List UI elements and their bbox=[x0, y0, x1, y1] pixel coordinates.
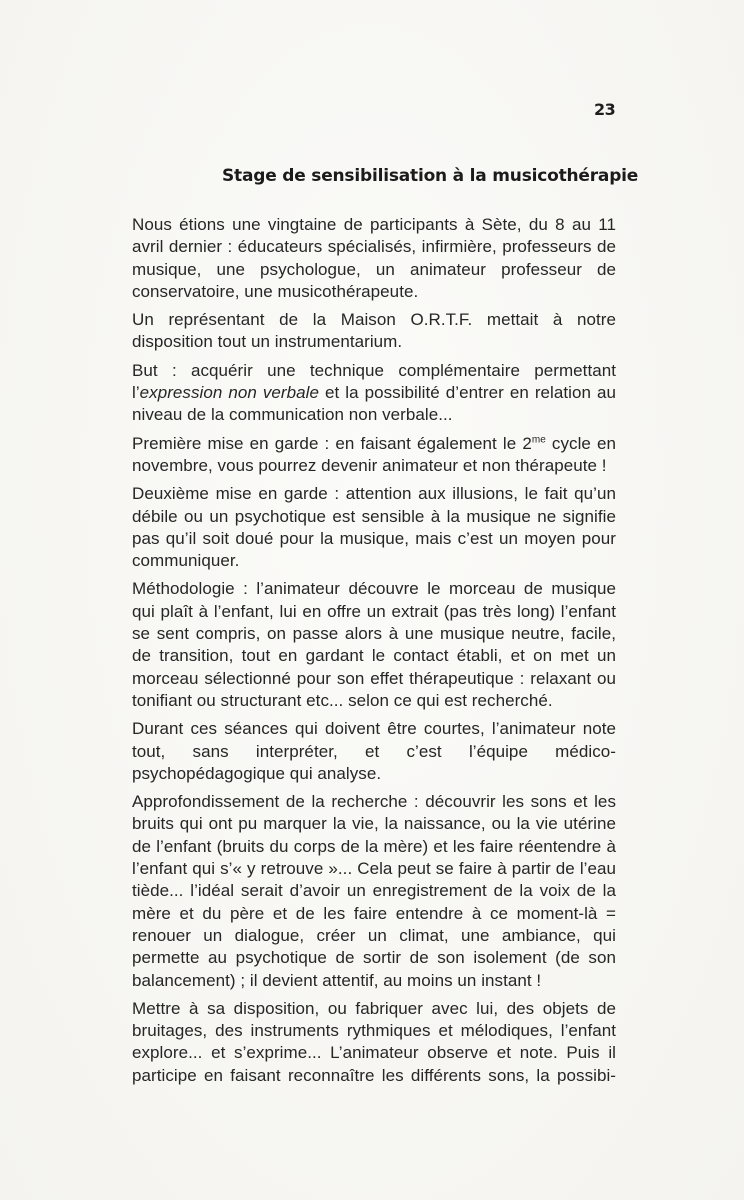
goal-text-start: But : acquérir une technique complémentaire permettant l’ bbox=[132, 360, 616, 403]
goal-text-end: et la possibilité d’entrer en relation au niveau de la communication non verbale... bbox=[132, 383, 616, 425]
goal-emphasis: expression non verbale bbox=[139, 383, 319, 403]
article-heading: Stage de sensibilisation à la musicothérapie bbox=[222, 166, 639, 186]
paragraph-methodology: Méthodologie : l’animateur découvre le morceau de musique qui plaît à l’enfant, lui en offre un extrait (pas très long) l’enfant se sent compris, on passe alors à une musique neutre, facile, de transition, tout en gardant le contact établi, et on met un morceau sélectionné pour son effet thérapeutique : relaxant ou tonifiant ou structurant etc... selon ce qui est recherché. bbox=[132, 579, 616, 710]
paragraph-first-warning bbox=[132, 433, 616, 478]
page-number: 23 bbox=[594, 100, 616, 119]
first-warning-text-end: cycle en novembre, vous pourrez devenir animateur et non thérapeute ! bbox=[132, 433, 616, 475]
paragraph-participants: Nous étions une vingtaine de participants à Sète, du 8 au 11 avril dernier : éducateurs spécialisés, infirmière, professeurs de musique, une psychologue, un animateur professeur de conservatoire, une musicothérapeute. bbox=[132, 215, 616, 301]
paragraph-goal bbox=[132, 360, 616, 427]
ordinal-superscript: me bbox=[531, 434, 546, 446]
paragraph-instruments: Mettre à sa disposition, ou fabriquer avec lui, des objets de bruitages, des instruments rythmiques et mélodiques, l’enfant explore... et s’exprime... L’animateur observe et note. Puis il participe en faisant reconnaître les différents sons, la possibi- bbox=[132, 998, 616, 1085]
paragraph-second-warning: Deuxième mise en garde : attention aux illusions, le fait qu’un débile ou un psychotique est sensible à la musique ne signifie pas qu’il soit doué pour la musique, mais c’est un moyen pour communiquer. bbox=[132, 484, 616, 571]
first-warning-text-start: Première mise en garde : en faisant également le 2 bbox=[132, 433, 532, 453]
article-body bbox=[132, 214, 616, 1093]
paragraph-research: Approfondissement de la recherche : découvrir les sons et les bruits qui ont pu marquer la vie, la naissance, ou la vie utérine de l’enfant (bruits du corps de la mère) et les faire réentendre à l’enfant qui s’« y retrouve »... Cela peut se faire à partir de l’eau tiède... l’idéal serait d’avoir un enregistrement de la voix de la mère et du père et de les faire entendre à ce moment-là = renouer un dialogue, créer un climat, une ambiance, qui permette au psychotique de sortir de son isolement (de son balancement) ; il devient attentif, au moins un instant ! bbox=[132, 792, 616, 990]
paragraph-instrumentarium: Un représentant de la Maison O.R.T.F. mettait à notre disposition tout un instrumentarium. bbox=[132, 310, 616, 352]
paragraph-sessions: Durant ces séances qui doivent être courtes, l’animateur note tout, sans interpréter, et c’est l’équipe médico-psychopédagogique qui analyse. bbox=[132, 719, 616, 783]
